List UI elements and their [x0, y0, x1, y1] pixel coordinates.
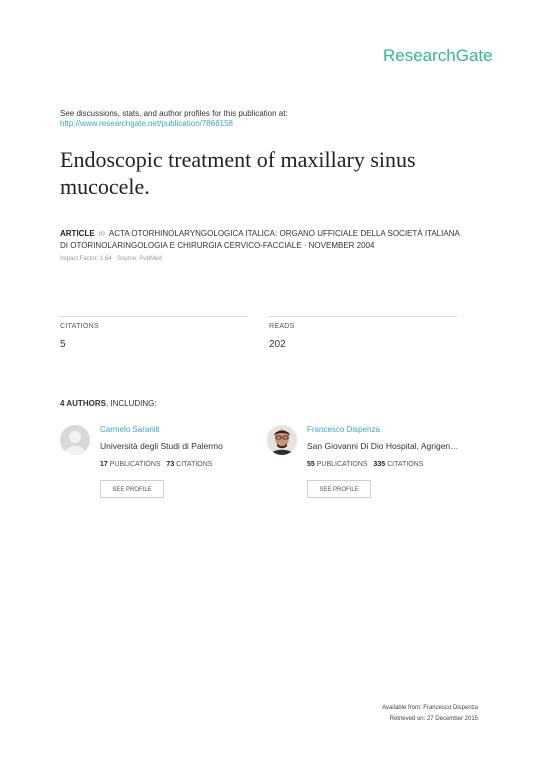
researchgate-logo[interactable]: ResearchGate	[383, 46, 493, 65]
author-publications-count: 55	[307, 461, 315, 468]
intro-text: See discussions, stats, and author profiles for this publication at:	[60, 109, 288, 118]
publication-title: Endoscopic treatment of maxillary sinus mucocele.	[60, 147, 416, 199]
authors-count: 4 AUTHORS	[60, 399, 106, 408]
author-citations-label: CITATIONS	[176, 461, 213, 468]
author-photo[interactable]	[267, 425, 297, 455]
author-citations-count: 73	[166, 461, 175, 468]
publication-link[interactable]: http://www.researchgate.net/publication/7866158	[60, 119, 234, 128]
author-portrait-icon	[267, 425, 297, 455]
in-label: in	[98, 229, 105, 238]
author-name[interactable]: Francesco Dispenza	[307, 425, 380, 434]
person-silhouette-icon	[60, 425, 90, 455]
journal-name: ACTA OTORHINOLARYNGOLOGICA ITALICA: ORGANO UFFICIALE DELLA SOCIETÀ ITALIANA DI OTORINOLARINGOLOGIA E CHIRURGIA CERVICO-FACCIALE · NOVEMBER 2004	[60, 229, 460, 250]
author-stats	[307, 461, 423, 468]
citations-value: 5	[60, 339, 66, 350]
authors-suffix: , INCLUDING:	[105, 399, 157, 408]
impact-factor: Impact Factor: 1.64 · Source: PubMed	[60, 256, 162, 262]
author-publications-count: 17	[100, 461, 108, 468]
see-profile-button[interactable]: SEE PROFILE	[100, 480, 164, 498]
available-from: Available from: Francesco Dispenza	[382, 705, 478, 711]
authors-heading	[60, 399, 157, 408]
author-institution: San Giovanni Di Dio Hospital, Agrigen…	[307, 441, 459, 451]
intro-block	[60, 109, 288, 129]
citations-divider	[60, 316, 248, 317]
author-publications-label: PUBLICATIONS	[109, 461, 161, 468]
article-type: ARTICLE	[60, 229, 95, 238]
retrieved-on: Retrieved on: 27 December 2015	[389, 716, 478, 722]
reads-divider	[269, 316, 457, 317]
author-name[interactable]: Carmelo Saraniti	[100, 425, 160, 434]
author-institution: Università degli Studi di Palermo	[100, 441, 223, 451]
avatar-placeholder[interactable]	[60, 425, 90, 455]
see-profile-button[interactable]: SEE PROFILE	[307, 480, 371, 498]
author-citations-label: CITATIONS	[387, 461, 424, 468]
author-citations-count: 335	[373, 461, 386, 468]
citations-label: CITATIONS	[60, 323, 99, 330]
reads-label: READS	[269, 323, 295, 330]
publication-meta	[60, 228, 460, 252]
reads-value: 202	[269, 339, 286, 350]
author-stats	[100, 461, 212, 468]
author-publications-label: PUBLICATIONS	[316, 461, 368, 468]
